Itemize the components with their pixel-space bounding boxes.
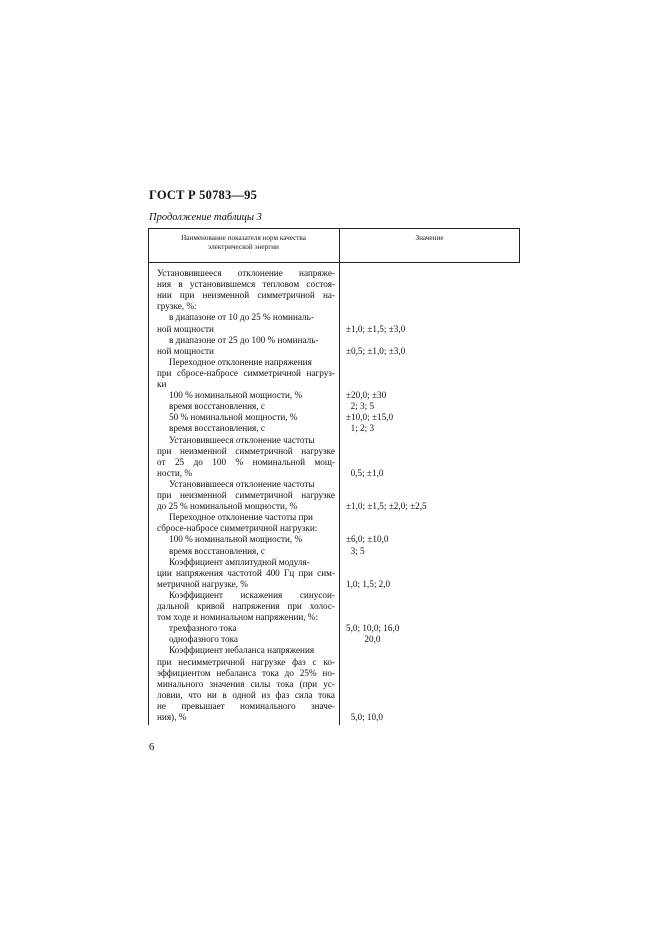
row-label: эффициентом небаланса тока до 25% но- [157,667,335,678]
table-right-border [519,228,520,263]
column-header-indicator-line1: Наименование показателя норм качества [181,234,306,242]
row-label: время восстановления, с [169,545,265,556]
row-label: Коэффициент искажения синусои- [169,589,335,600]
row-label: Установившееся отклонение частоты [169,478,315,489]
row-label: не превышает номинального значе- [157,700,335,711]
row-label: ности, % [157,467,192,478]
row-label: грузке, %: [157,301,197,312]
row-label: 50 % номинальной мощности, % [169,412,298,423]
table-header-border [148,262,520,263]
row-label: ния в установившемся тепловом состоя- [157,279,335,290]
row-label: ловии, что ни в одной из фаз сила тока [157,689,335,700]
table-row [157,711,524,723]
row-label: нии при неизменной симметричной на- [157,290,335,301]
row-label: при несимметричной нагрузке фаз с ко- [157,656,335,667]
row-value: 20,0 [346,634,381,645]
row-value: 5,0; 10,0 [346,712,384,722]
row-label: время восстановления, с [169,401,265,412]
row-label: ной мощности [157,345,214,356]
table-caption: Продолжение таблицы 3 [149,212,262,223]
column-header-indicator [148,234,339,252]
row-label: ции напряжения частотой 400 Гц при сим- [157,567,335,578]
row-value: ±10,0; ±15,0 [346,412,394,423]
row-label: при неизменной симметричной нагрузке [157,490,335,500]
row-label: Установившееся отклонение частоты [169,434,315,445]
row-label: Коэффициент небаланса напряжения [169,645,315,656]
row-value: ±1,0; ±1,5; ±2,0; ±2,5 [346,501,427,512]
row-label: Коэффициент амплитудной модуля- [169,556,310,567]
column-header-indicator-line2: электрической энергии [208,243,279,251]
row-value: ±6,0; ±10,0 [346,534,389,545]
page-number: 6 [149,742,155,753]
row-value: ±1,0; ±1,5; ±3,0 [346,323,406,334]
row-label: трехфазного тока [169,623,237,634]
row-label: метричной нагрузке, % [157,578,248,589]
row-label: при сбросе-набросе симметричной нагруз- [157,367,335,378]
row-label: ния), % [157,712,187,722]
row-label: время восстановления, с [169,423,265,434]
row-value: ±0,5; ±1,0; ±3,0 [346,345,406,356]
row-label: минального значения силы тока (при ус- [157,678,335,689]
row-label: том ходе и номинальном напряжении, %: [157,612,319,623]
row-label: ной мощности [157,323,214,334]
row-label: 100 % номинальной мощности, % [169,534,303,545]
row-label: ки [157,379,167,389]
row-label: Переходное отклонение напряжения [169,356,312,367]
row-value: 0,5; ±1,0 [346,467,384,478]
table-top-border [148,228,520,229]
row-label: дальной кривой напряжения при холос- [157,601,335,611]
row-label: Переходное отклонение частоты при [169,512,313,523]
row-label: от 25 до 100 % номинальной мощ- [157,456,335,467]
row-value: 2; 3; 5 [346,401,375,412]
row-value: 1; 2; 3 [346,423,375,434]
row-label: однофазного тока [169,634,239,645]
document-id: ГОСТ Р 50783—95 [149,188,258,202]
row-label: в диапазоне от 10 до 25 % номиналь- [169,312,314,323]
row-label: при неизменной симметричной нагрузке [157,445,335,456]
row-value: ±20,0; ±30 [346,390,387,401]
row-label: сбросе-набросе симметричной нагрузки: [157,523,318,534]
row-label: Установившееся отклонение напряже- [157,268,335,278]
row-label: до 25 % номинальной мощности, % [157,501,298,512]
row-label: 100 % номинальной мощности, % [169,390,303,401]
table-left-border [148,228,149,725]
column-header-value: Значение [415,234,444,242]
row-value: 3; 5 [346,545,365,556]
row-value: 5,0; 10,0; 16,0 [346,623,400,634]
row-value: 1,0; 1,5; 2,0 [346,578,391,589]
row-label: в диапазоне от 25 до 100 % номиналь- [169,334,319,345]
